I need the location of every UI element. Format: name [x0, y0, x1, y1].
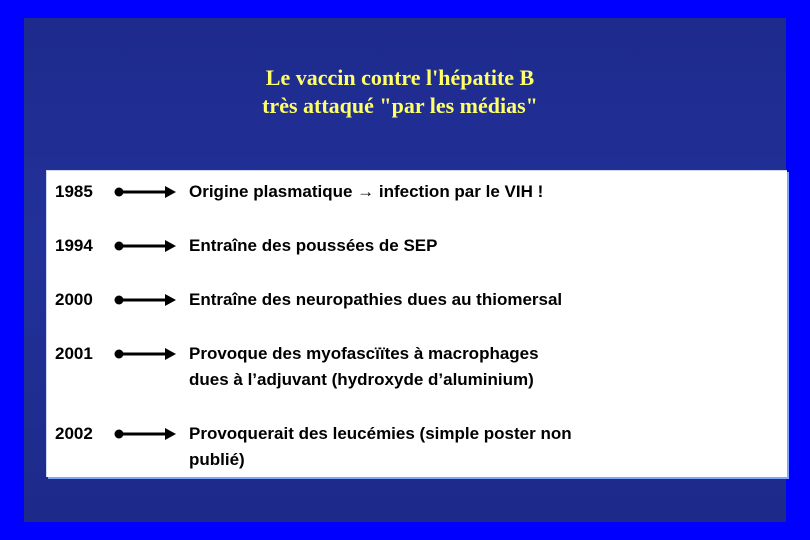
slide	[24, 18, 786, 522]
event-text-line: Entraîne des neuropathies dues au thiomersal	[189, 290, 563, 309]
timeline-panel	[46, 170, 787, 477]
event-year: 2002	[55, 424, 93, 443]
event-year: 1994	[55, 236, 93, 255]
event-year: 2000	[55, 290, 93, 309]
event-year: 2001	[55, 344, 93, 363]
dot-arrow-icon	[113, 183, 177, 199]
event-text	[189, 421, 749, 473]
event-text-line: dues à l’adjuvant (hydroxyde d’aluminium)	[189, 370, 534, 389]
dot-arrow-icon	[113, 291, 177, 307]
dot-arrow-icon	[113, 425, 177, 441]
title-line-2: très attaqué "par les médias"	[262, 93, 538, 118]
dot-arrow-icon	[113, 237, 177, 253]
event-text-line: Entraîne des poussées de SEP	[189, 236, 438, 255]
event-text	[189, 179, 749, 205]
event-text	[189, 287, 749, 313]
event-text-line: Origine plasmatique → infection par le VIH !	[189, 182, 544, 201]
slide-title	[24, 64, 786, 120]
event-text	[189, 341, 749, 393]
event-year: 1985	[55, 182, 93, 201]
event-text-line: publié)	[189, 450, 245, 469]
title-line-1: Le vaccin contre l'hépatite B	[265, 65, 535, 90]
dot-arrow-icon	[113, 345, 177, 361]
event-text-line: Provoquerait des leucémies (simple poster non	[189, 424, 572, 443]
event-text-line: Provoque des myofascïïtes à macrophages	[189, 344, 539, 363]
event-text	[189, 233, 749, 259]
